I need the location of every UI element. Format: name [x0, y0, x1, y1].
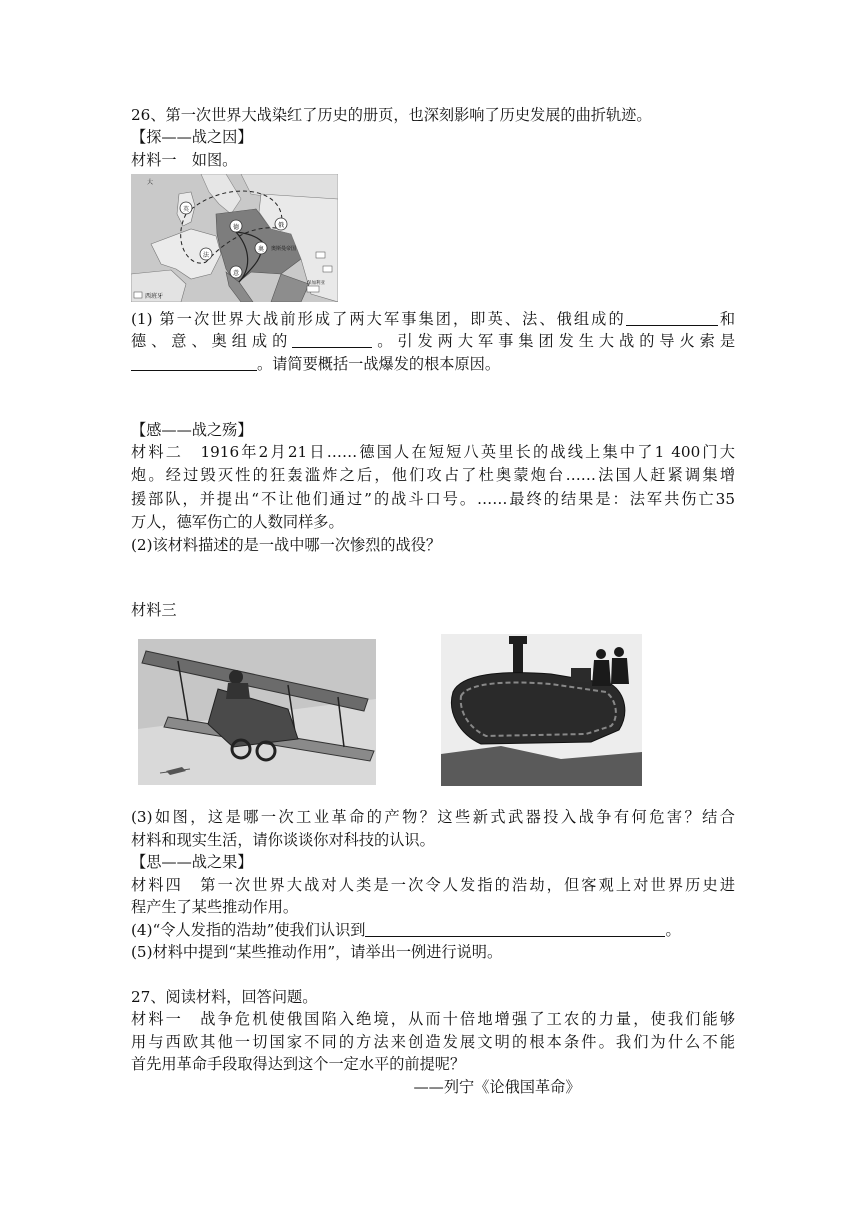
map-label-de: 德 — [233, 224, 240, 231]
question-4 — [131, 919, 735, 941]
q1-line-2 — [131, 330, 735, 352]
map-label-ottoman: 奥斯曼帝国 — [271, 246, 297, 252]
map-label-bulgaria: 保加利亚 — [307, 281, 325, 286]
q1-line-2-end: 。引发两大军事集团发生大战的导火索是 — [372, 332, 736, 350]
map-label-ru: 俄 — [278, 222, 285, 229]
map-label-spain: 西班牙 — [145, 293, 164, 300]
map-label-uk: 英 — [183, 206, 190, 213]
q27-attribution: ——列宁《论俄国革命》 — [413, 1078, 581, 1096]
answer-blank[interactable] — [292, 332, 372, 348]
section-heading-causes: 【探——战之因】 — [131, 128, 253, 146]
section-heading-losses: 【感——战之殇】 — [131, 421, 253, 439]
question-2: (2)该材料描述的是一战中哪一次惨烈的战役？ — [131, 536, 442, 554]
material-2-line-2: 炮。经过毁灭性的狂轰滥炸之后，他们攻占了杜奥蒙炮台……法国人赶紧调集增 — [131, 466, 735, 484]
question-3-line-2: 材料和现实生活，请你谈谈你对科技的认识。 — [131, 831, 435, 849]
question-3-line-1: (3)如图，这是哪一次工业革命的产物？这些新式武器投入战争有何危害？结合 — [131, 808, 735, 826]
material-2-line-4: 万人，德军伤亡的人数同样多。 — [131, 513, 344, 531]
map-label-sea: 大 — [147, 179, 154, 186]
biplane-photo — [138, 639, 376, 785]
europe-alliance-map — [131, 174, 338, 302]
answer-blank[interactable] — [626, 310, 718, 326]
q1-line-1 — [131, 308, 735, 330]
tank-photo — [441, 634, 642, 786]
map-label-it: 意 — [233, 270, 240, 277]
map-label-at: 奥 — [258, 246, 265, 253]
q27-material-1-line-2: 用与西欧其他一切国家不同的方法来创造发展文明的根本条件。我们为什么不能 — [131, 1033, 735, 1051]
q1-line-3-text: 。请简要概括一战爆发的根本原因。 — [257, 355, 500, 373]
material-1-label: 材料一 如图。 — [131, 151, 238, 169]
material-4-line-2: 程产生了某些推动作用。 — [131, 898, 299, 916]
q1-line-2-text: 德、意、奥组成的 — [131, 332, 293, 350]
q27-material-1-line-1: 材料一 战争危机使俄国陷入绝境，从而十倍地增强了工农的力量，使我们能够 — [131, 1010, 735, 1028]
q1-line-1-end: 和 — [717, 310, 736, 328]
section-heading-results: 【思——战之果】 — [131, 853, 253, 871]
biplane-graphic — [138, 639, 376, 785]
answer-blank[interactable] — [365, 921, 665, 937]
q1-line-3 — [131, 353, 735, 375]
q27-material-1-line-3: 首先用革命手段取得达到这个一定水平的前提呢？ — [131, 1055, 466, 1073]
q1-line-1-text: (1) 第一次世界大战前形成了两大军事集团，即英、法、俄组成的 — [131, 310, 626, 328]
q26-intro: 26、第一次世界大战染红了历史的册页，也深刻影响了历史发展的曲折轨迹。 — [131, 106, 652, 124]
question-4-text: (4)“令人发指的浩劫”使我们认识到 — [131, 921, 366, 939]
material-2-line-1: 材料二 1916年2月21日……德国人在短短八英里长的战线上集中了1 400门大 — [131, 443, 735, 461]
material-4-line-1: 材料四 第一次世界大战对人类是一次令人发指的浩劫，但客观上对世界历史进 — [131, 876, 735, 894]
map-label-fr: 法 — [203, 252, 210, 259]
q27-intro: 27、阅读材料，回答问题。 — [131, 988, 318, 1006]
europe-map-graphic — [131, 174, 338, 302]
material-3-label: 材料三 — [131, 601, 177, 619]
question-4-end: 。 — [665, 921, 681, 939]
answer-blank[interactable] — [131, 355, 257, 371]
material-2-line-3: 援部队，并提出“不让他们通过”的战斗口号。……最终的结果是：法军共伤亡35 — [131, 490, 735, 508]
question-5: (5)材料中提到“某些推动作用”，请举出一例进行说明。 — [131, 943, 503, 961]
tank-graphic — [441, 634, 642, 786]
